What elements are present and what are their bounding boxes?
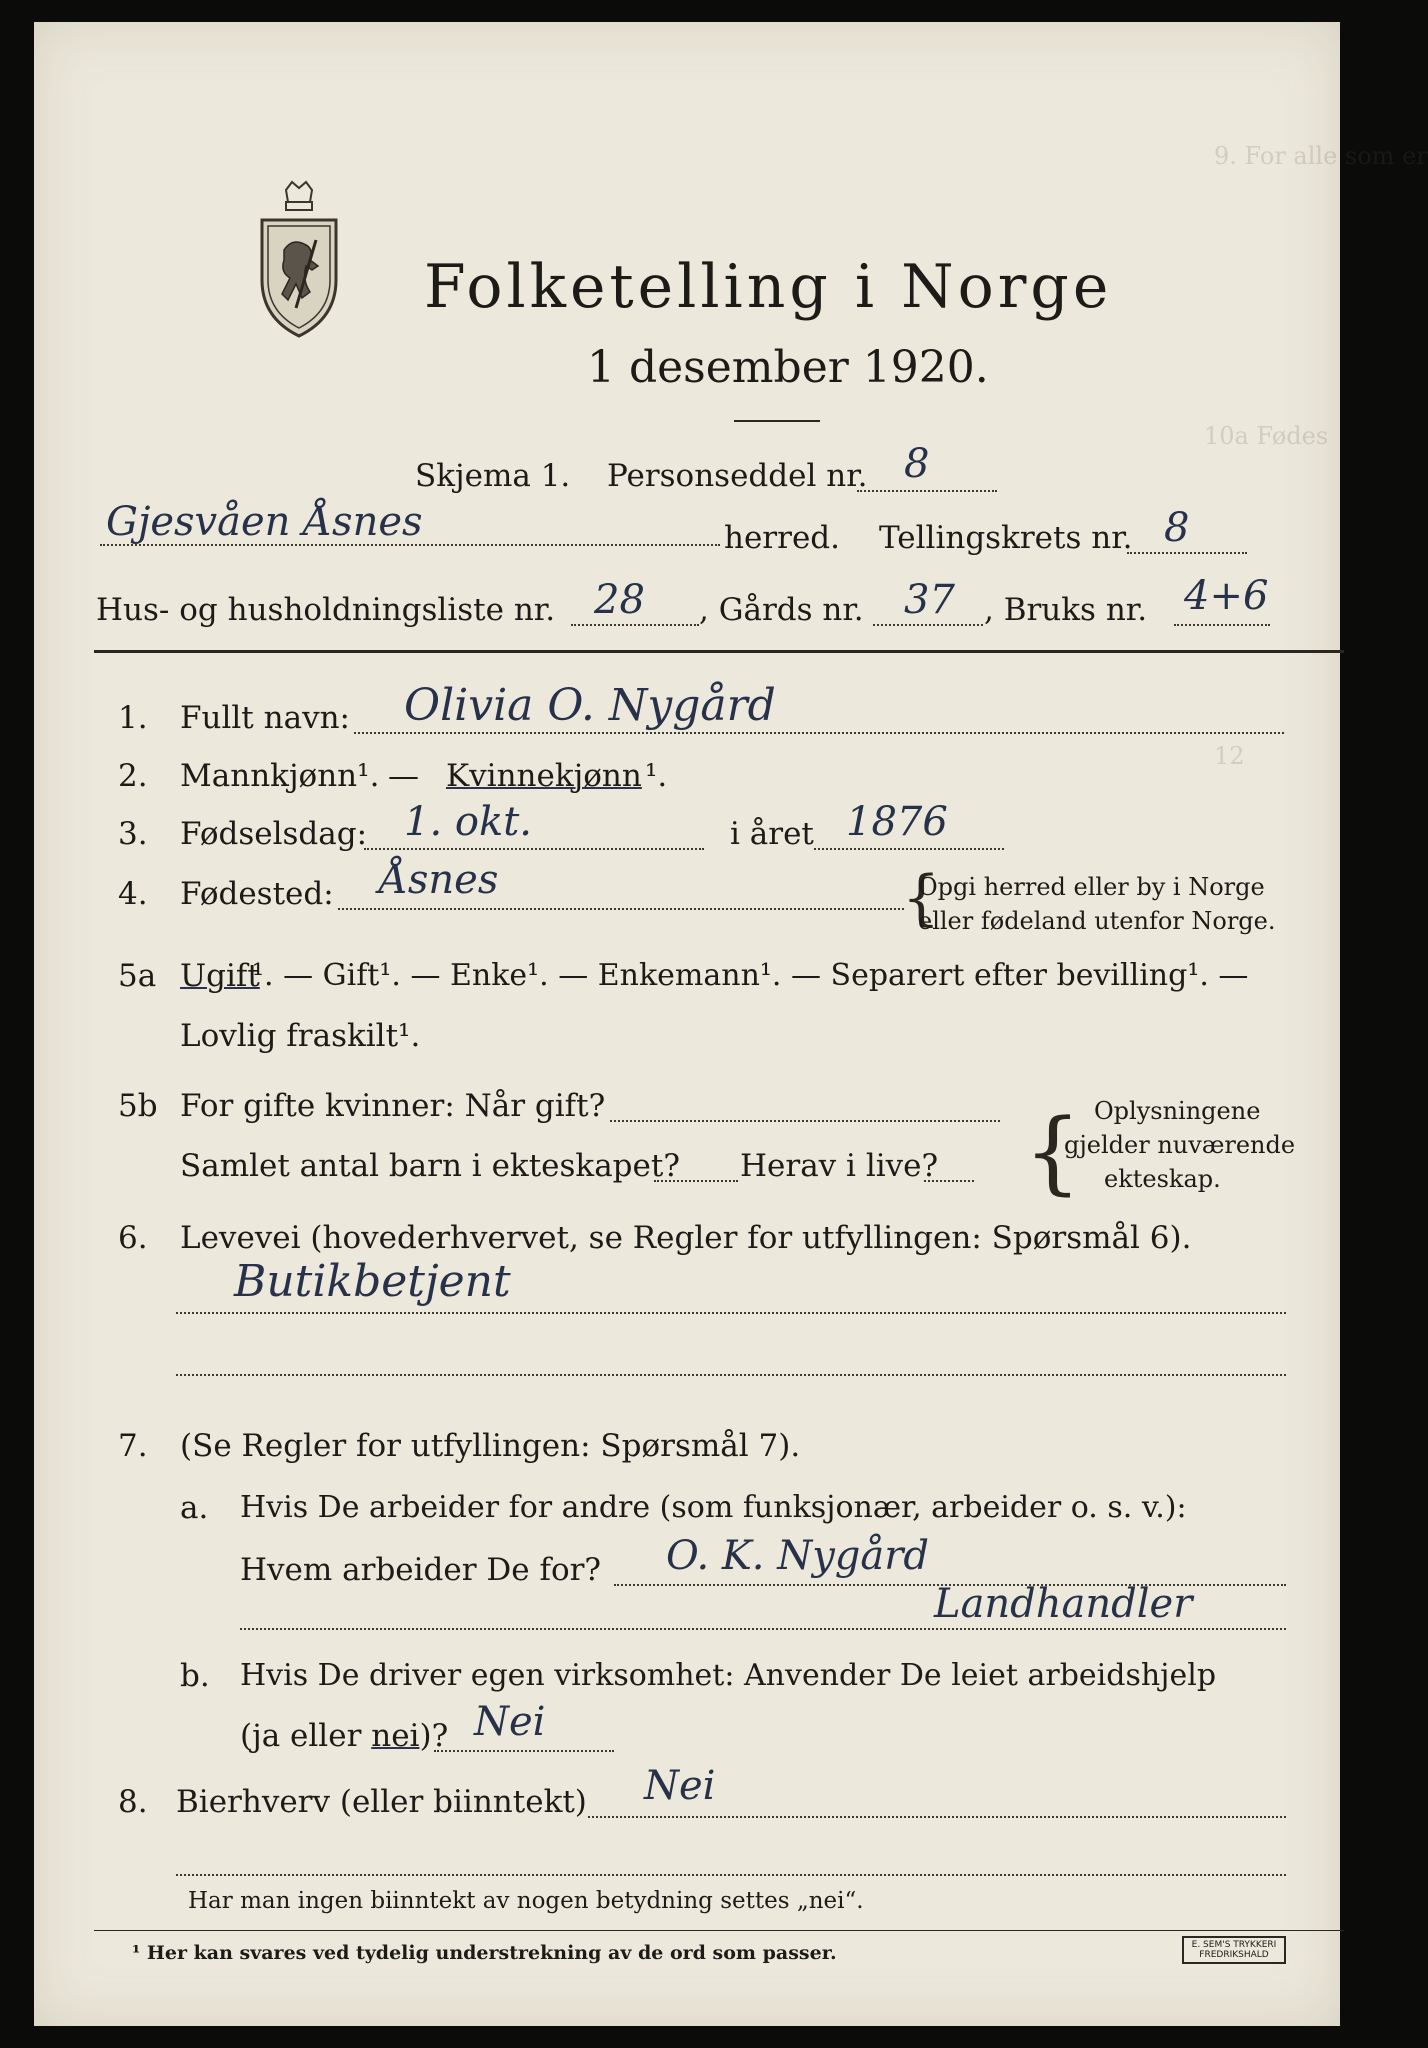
q8-line-2: [176, 1874, 1286, 1876]
q5b-number: 5b: [118, 1088, 158, 1124]
q7b-nei-selected[interactable]: nei: [371, 1718, 420, 1754]
census-form-sheet: [34, 22, 1428, 2026]
q7b-letter: b.: [180, 1658, 210, 1694]
q5b-label: For gifte kvinner: Når gift?: [180, 1088, 606, 1124]
gards-line: [873, 624, 983, 626]
q2-dash: —: [388, 758, 419, 794]
gards-value[interactable]: 37: [904, 577, 955, 623]
q5a-ugift-selected[interactable]: Ugift: [180, 958, 260, 994]
q7a-employer-occupation-value[interactable]: Landhandler: [934, 1581, 1193, 1627]
q5b-children-label: Samlet antal barn i ekteskapet?: [180, 1148, 680, 1184]
q6-occupation-value[interactable]: Butikbetjent: [234, 1256, 511, 1307]
q2-superscript: ¹.: [645, 758, 668, 794]
personseddel-label: Personseddel nr.: [607, 458, 868, 494]
footnote: ¹ Her kan svares ved tydelig understrekning av de ord som passer.: [132, 1942, 837, 1964]
q8-number: 8.: [118, 1784, 148, 1820]
q1-full-name-value[interactable]: Olivia O. Nygård: [404, 680, 776, 731]
bruks-line: [1174, 624, 1270, 626]
q3-label: Fødselsdag:: [180, 816, 368, 852]
schema-label: Skjema 1.: [415, 458, 571, 494]
footnote-divider: [94, 1930, 1344, 1931]
bleed-through: 12: [1214, 742, 1245, 770]
q1-number: 1.: [118, 700, 148, 736]
q8-line-1: [588, 1816, 1286, 1818]
q5b-alive-line: [924, 1180, 974, 1182]
q6-line-2: [176, 1374, 1286, 1376]
bleed-through: 10a Fødes: [1204, 422, 1329, 450]
q7a-who-label: Hvem arbeider De for?: [240, 1552, 602, 1588]
q5b-note-line-3: ekteskap.: [1104, 1165, 1221, 1193]
husholdningsliste-line: [571, 624, 699, 626]
title-divider: [734, 420, 820, 422]
q4-note-line-1: Opgi herred eller by i Norge: [918, 873, 1265, 901]
q7b-text: Hvis De driver egen virksomhet: Anvender De leiet arbeidshjelp: [240, 1658, 1217, 1693]
q3-year-value[interactable]: 1876: [846, 799, 948, 845]
biinntekt-note: Har man ingen biinntekt av nogen betydning settes „nei“.: [188, 1888, 864, 1914]
q7-number: 7.: [118, 1428, 148, 1464]
q7b-line: [434, 1750, 614, 1752]
q4-number: 4.: [118, 876, 148, 912]
q5a-number: 5a: [118, 958, 157, 994]
q7-label: (Se Regler for utfyllingen: Spørsmål 7).: [180, 1428, 801, 1464]
q2-number: 2.: [118, 758, 148, 794]
header-divider: [94, 650, 1344, 653]
q1-label: Fullt navn:: [180, 700, 350, 736]
q5a-fraskilt[interactable]: Lovlig fraskilt¹.: [180, 1018, 421, 1054]
bruks-label: , Bruks nr.: [984, 592, 1148, 628]
tellingskrets-line: [1127, 552, 1247, 554]
q5b-children-line: [654, 1180, 738, 1182]
q3-year-label: i året: [730, 816, 814, 852]
q4-label: Fødested:: [180, 876, 334, 912]
q1-line: [354, 732, 1284, 734]
bruks-value[interactable]: 4+6: [1184, 573, 1269, 619]
personseddel-value[interactable]: 8: [904, 441, 930, 487]
census-date: 1 desember 1920.: [587, 342, 989, 393]
q7a-employer-value[interactable]: O. K. Nygård: [666, 1533, 929, 1579]
q7b-value[interactable]: Nei: [474, 1699, 546, 1745]
q6-number: 6.: [118, 1220, 148, 1256]
husholdningsliste-label: Hus- og husholdningsliste nr.: [96, 592, 556, 628]
q4-line: [338, 908, 904, 910]
form-title: Folketelling i Norge: [424, 252, 1113, 322]
q5a-options[interactable]: ¹. — Gift¹. — Enke¹. — Enkemann¹. — Separert efter bevilling¹. —: [252, 958, 1249, 993]
q3-birthday-value[interactable]: 1. okt.: [404, 799, 532, 845]
q3-year-line: [814, 848, 1004, 850]
q6-label: Levevei (hovederhvervet, se Regler for utfyllingen: Spørsmål 6).: [180, 1220, 1192, 1256]
q6-line-1: [176, 1312, 1286, 1314]
tellingskrets-label: Tellingskrets nr.: [879, 520, 1133, 556]
q8-value[interactable]: Nei: [644, 1763, 716, 1809]
q5b-alive-label: Herav i live?: [740, 1148, 939, 1184]
q5b-note-line-1: Oplysningene: [1094, 1097, 1261, 1125]
bleed-through: 9. For alle som er: [1214, 142, 1428, 170]
q4-birthplace-value[interactable]: Åsnes: [379, 857, 499, 903]
husholdningsliste-value[interactable]: 28: [594, 577, 645, 623]
q7b-question: (ja eller nei)?: [240, 1718, 449, 1754]
q7a-letter: a.: [180, 1490, 209, 1526]
q5b-brace: {: [1024, 1100, 1082, 1205]
q5b-married-line: [610, 1120, 1000, 1122]
q3-day-line: [364, 848, 704, 850]
gards-label: , Gårds nr.: [699, 592, 864, 628]
q3-number: 3.: [118, 816, 148, 852]
printer-mark: E. SEM'S TRYKKERI FREDRIKSHALD: [1182, 1936, 1286, 1964]
q8-label: Bierhverv (eller biinntekt): [176, 1784, 587, 1820]
q4-note-line-2: eller fødeland utenfor Norge.: [918, 907, 1276, 935]
q4-brace: {: [902, 863, 941, 933]
tellingskrets-value[interactable]: 8: [1164, 505, 1190, 551]
q5b-note-line-2: gjelder nuværende: [1064, 1131, 1296, 1159]
q2-kvinnekjonn-selected[interactable]: Kvinnekjønn: [446, 758, 642, 794]
herred-label: herred.: [724, 520, 840, 556]
coat-of-arms-icon: [256, 180, 342, 340]
q7a-text: Hvis De arbeider for andre (som funksjonær, arbeider o. s. v.):: [240, 1490, 1187, 1525]
q7a-line-2: [240, 1628, 1286, 1630]
herred-value[interactable]: Gjesvåen Åsnes: [106, 499, 423, 545]
q2-mannkjonn[interactable]: Mannkjønn¹.: [180, 758, 380, 794]
personseddel-line: [857, 490, 997, 492]
